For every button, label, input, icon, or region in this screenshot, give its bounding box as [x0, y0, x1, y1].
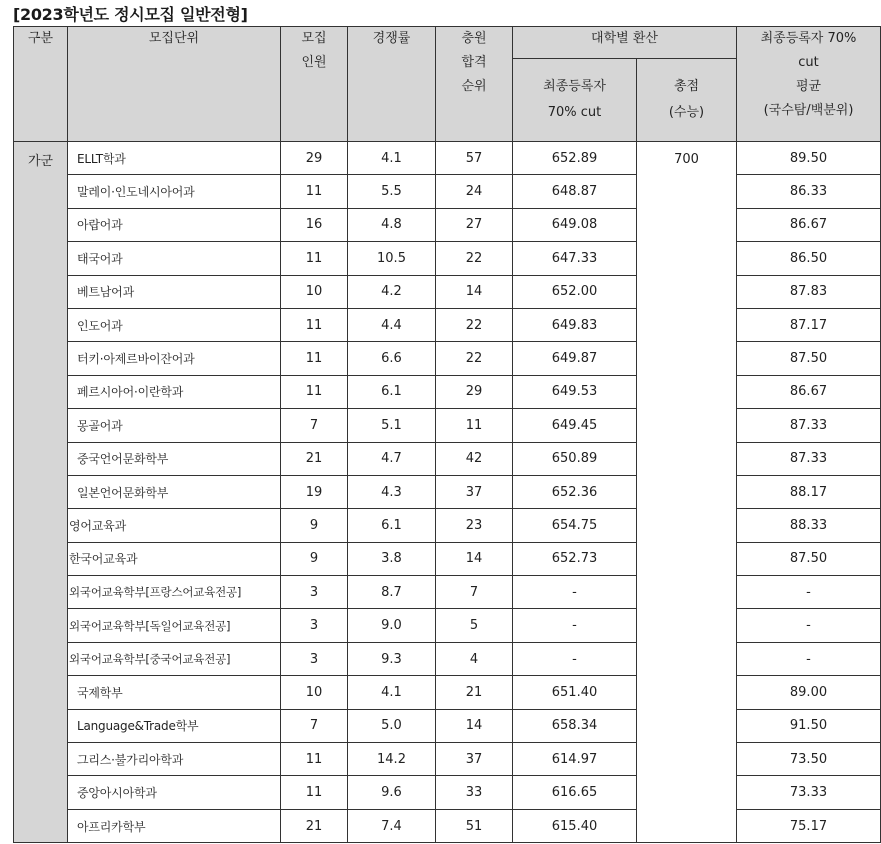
cut-cell: 652.36 [513, 475, 637, 508]
unit-cell: 외국어교육학부[중국어교육전공] [68, 642, 281, 675]
table-row [14, 743, 881, 776]
rank-cell: 51 [436, 809, 513, 842]
header-unit: 모집단위 [68, 27, 281, 142]
quota-cell: 21 [281, 442, 348, 475]
table-row [14, 142, 881, 175]
cut-cell: 649.45 [513, 409, 637, 442]
ratio-cell: 6.6 [348, 342, 436, 375]
average-cell: - [737, 609, 881, 642]
rank-cell: 27 [436, 208, 513, 241]
average-cell: 86.50 [737, 242, 881, 275]
quota-cell: 11 [281, 308, 348, 341]
cut-cell: 658.34 [513, 709, 637, 742]
ratio-cell: 5.1 [348, 409, 436, 442]
rank-cell: 22 [436, 242, 513, 275]
header-total-score: 총점 (수능) [637, 59, 737, 142]
group-cell: 가군 [14, 142, 68, 843]
unit-cell: 아랍어과 [68, 208, 281, 241]
table-title: [2023학년도 정시모집 일반전형] [13, 5, 248, 24]
cut-cell: 615.40 [513, 809, 637, 842]
quota-cell: 11 [281, 342, 348, 375]
quota-cell: 11 [281, 242, 348, 275]
table-row [14, 509, 881, 542]
unit-cell: 그리스·불가리아학과 [68, 743, 281, 776]
average-cell: 87.17 [737, 308, 881, 341]
average-cell: 86.67 [737, 208, 881, 241]
ratio-cell: 5.0 [348, 709, 436, 742]
average-cell: 87.50 [737, 342, 881, 375]
cut-cell: 652.89 [513, 142, 637, 175]
cut-cell: 649.08 [513, 208, 637, 241]
quota-cell: 21 [281, 809, 348, 842]
quota-cell: 3 [281, 609, 348, 642]
table-row [14, 442, 881, 475]
quota-cell: 10 [281, 676, 348, 709]
ratio-cell: 14.2 [348, 743, 436, 776]
table-row [14, 242, 881, 275]
ratio-cell: 4.3 [348, 475, 436, 508]
ratio-cell: 9.3 [348, 642, 436, 675]
ratio-cell: 7.4 [348, 809, 436, 842]
table-row [14, 375, 881, 408]
average-cell: 87.83 [737, 275, 881, 308]
cut-cell: 649.87 [513, 342, 637, 375]
table-row [14, 275, 881, 308]
admission-results-table [13, 26, 881, 843]
rank-cell: 23 [436, 509, 513, 542]
unit-cell: 태국어과 [68, 242, 281, 275]
unit-cell: 인도어과 [68, 308, 281, 341]
ratio-cell: 3.8 [348, 542, 436, 575]
cut-cell: - [513, 609, 637, 642]
ratio-cell: 9.6 [348, 776, 436, 809]
quota-cell: 11 [281, 743, 348, 776]
table-row [14, 642, 881, 675]
quota-cell: 3 [281, 576, 348, 609]
cut-cell: - [513, 642, 637, 675]
cut-cell: 652.00 [513, 275, 637, 308]
ratio-cell: 9.0 [348, 609, 436, 642]
quota-cell: 10 [281, 275, 348, 308]
rank-cell: 11 [436, 409, 513, 442]
unit-cell: 중앙아시아학과 [68, 776, 281, 809]
quota-cell: 11 [281, 175, 348, 208]
table-row [14, 776, 881, 809]
unit-cell: 외국어교육학부[프랑스어교육전공] [68, 576, 281, 609]
rank-cell: 21 [436, 676, 513, 709]
ratio-cell: 6.1 [348, 375, 436, 408]
average-cell: 88.17 [737, 475, 881, 508]
cut-cell: 648.87 [513, 175, 637, 208]
header-final-average: 최종등록자 70% cut 평균 (국수탐/백분위) [737, 27, 881, 142]
table-row [14, 342, 881, 375]
average-cell: 87.33 [737, 442, 881, 475]
rank-cell: 4 [436, 642, 513, 675]
table-row [14, 576, 881, 609]
unit-cell: 베트남어과 [68, 275, 281, 308]
table-row [14, 475, 881, 508]
unit-cell: 일본언어문화학부 [68, 475, 281, 508]
rank-cell: 57 [436, 142, 513, 175]
table-header [14, 27, 881, 142]
ratio-cell: 6.1 [348, 509, 436, 542]
quota-cell: 29 [281, 142, 348, 175]
unit-cell: 아프리카학부 [68, 809, 281, 842]
ratio-cell: 4.1 [348, 676, 436, 709]
header-conversion: 대학별 환산 [513, 27, 737, 59]
average-cell: 73.33 [737, 776, 881, 809]
average-cell: 86.33 [737, 175, 881, 208]
cut-cell: 616.65 [513, 776, 637, 809]
quota-cell: 9 [281, 509, 348, 542]
rank-cell: 37 [436, 475, 513, 508]
table-row [14, 308, 881, 341]
cut-cell: 651.40 [513, 676, 637, 709]
cut-cell: 654.75 [513, 509, 637, 542]
header-gubun: 구분 [14, 27, 68, 142]
unit-cell: ELLT학과 [68, 142, 281, 175]
quota-cell: 11 [281, 375, 348, 408]
quota-cell: 11 [281, 776, 348, 809]
total-score-cell: 700 [637, 142, 737, 843]
ratio-cell: 5.5 [348, 175, 436, 208]
header-ratio: 경쟁률 [348, 27, 436, 142]
unit-cell: 영어교육과 [68, 509, 281, 542]
table-row [14, 208, 881, 241]
cut-cell: 650.89 [513, 442, 637, 475]
quota-cell: 16 [281, 208, 348, 241]
cut-cell: 652.73 [513, 542, 637, 575]
rank-cell: 22 [436, 342, 513, 375]
unit-cell: 몽골어과 [68, 409, 281, 442]
quota-cell: 19 [281, 475, 348, 508]
cut-cell: 649.83 [513, 308, 637, 341]
rank-cell: 14 [436, 542, 513, 575]
table-row [14, 409, 881, 442]
unit-cell: 한국어교육과 [68, 542, 281, 575]
table-row [14, 609, 881, 642]
unit-cell: 페르시아어·이란학과 [68, 375, 281, 408]
average-cell: 89.00 [737, 676, 881, 709]
header-conversion-cut: 최종등록자 70% cut [513, 59, 637, 142]
table-body [14, 142, 881, 843]
rank-cell: 37 [436, 743, 513, 776]
cut-cell: 647.33 [513, 242, 637, 275]
quota-cell: 7 [281, 709, 348, 742]
ratio-cell: 4.7 [348, 442, 436, 475]
unit-cell: Language&Trade학부 [68, 709, 281, 742]
table-row [14, 709, 881, 742]
unit-cell: 터키·아제르바이잔어과 [68, 342, 281, 375]
table-row [14, 542, 881, 575]
average-cell: 86.67 [737, 375, 881, 408]
average-cell: 88.33 [737, 509, 881, 542]
unit-cell: 중국언어문화학부 [68, 442, 281, 475]
cut-cell: - [513, 576, 637, 609]
rank-cell: 22 [436, 308, 513, 341]
ratio-cell: 10.5 [348, 242, 436, 275]
average-cell: 73.50 [737, 743, 881, 776]
rank-cell: 24 [436, 175, 513, 208]
cut-cell: 649.53 [513, 375, 637, 408]
rank-cell: 7 [436, 576, 513, 609]
rank-cell: 33 [436, 776, 513, 809]
header-rank: 충원 합격 순위 [436, 27, 513, 142]
rank-cell: 5 [436, 609, 513, 642]
unit-cell: 말레이·인도네시아어과 [68, 175, 281, 208]
rank-cell: 42 [436, 442, 513, 475]
rank-cell: 29 [436, 375, 513, 408]
rank-cell: 14 [436, 709, 513, 742]
quota-cell: 9 [281, 542, 348, 575]
average-cell: 87.50 [737, 542, 881, 575]
header-quota: 모집 인원 [281, 27, 348, 142]
table-row [14, 175, 881, 208]
quota-cell: 7 [281, 409, 348, 442]
average-cell: 91.50 [737, 709, 881, 742]
quota-cell: 3 [281, 642, 348, 675]
average-cell: 75.17 [737, 809, 881, 842]
average-cell: 89.50 [737, 142, 881, 175]
unit-cell: 국제학부 [68, 676, 281, 709]
ratio-cell: 4.1 [348, 142, 436, 175]
unit-cell: 외국어교육학부[독일어교육전공] [68, 609, 281, 642]
average-cell: - [737, 642, 881, 675]
table-row [14, 676, 881, 709]
average-cell: 87.33 [737, 409, 881, 442]
average-cell: - [737, 576, 881, 609]
ratio-cell: 4.8 [348, 208, 436, 241]
ratio-cell: 8.7 [348, 576, 436, 609]
ratio-cell: 4.4 [348, 308, 436, 341]
rank-cell: 14 [436, 275, 513, 308]
ratio-cell: 4.2 [348, 275, 436, 308]
table-row [14, 809, 881, 842]
cut-cell: 614.97 [513, 743, 637, 776]
